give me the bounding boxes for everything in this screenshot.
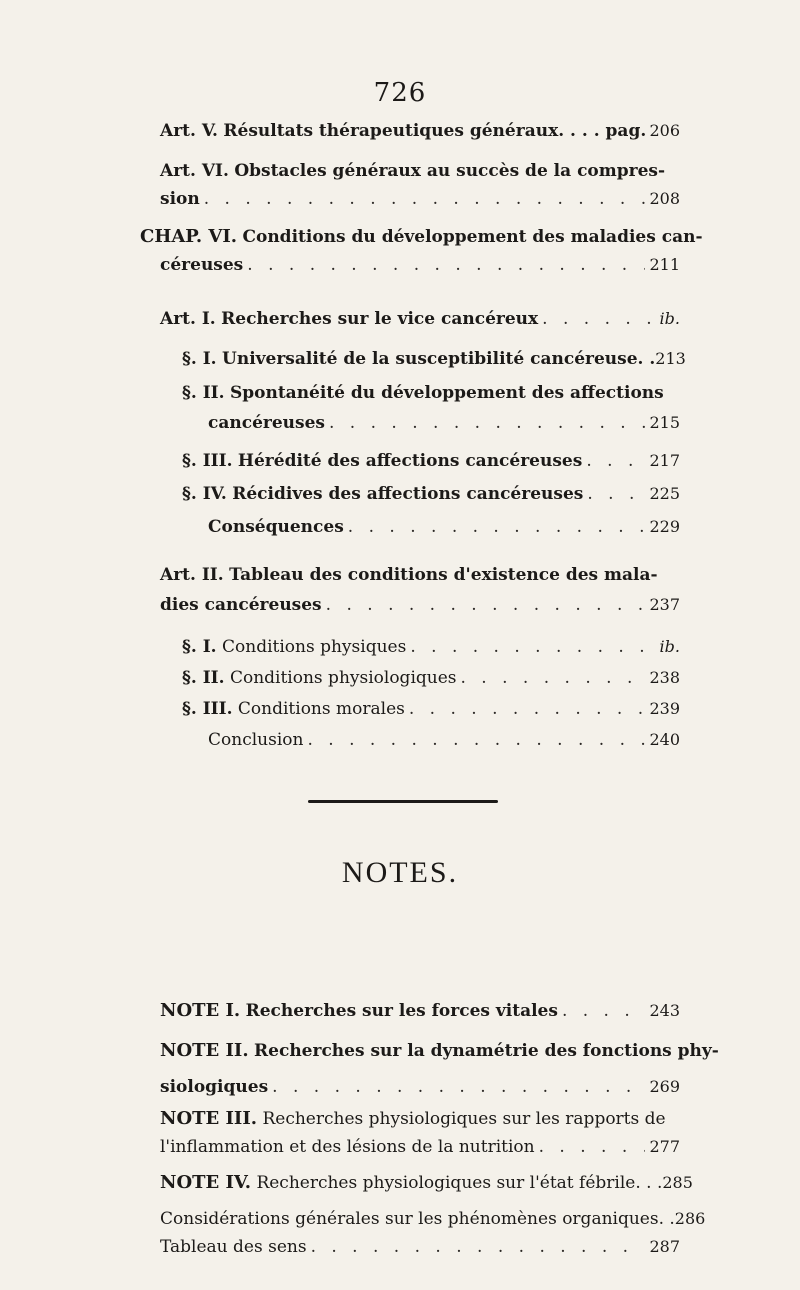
dot-leader <box>409 698 646 720</box>
toc-entry <box>160 516 680 538</box>
note-title-cont: l'inflammation et des lésions de la nutrition <box>160 1137 535 1157</box>
toc-entry <box>160 450 680 472</box>
entry-title-cont: cancéreuses <box>208 413 325 433</box>
toc-entry <box>160 483 680 505</box>
entry-label: §. I. <box>182 349 217 369</box>
note-label: NOTE II. <box>160 1040 249 1061</box>
entry-label: Art. I. <box>160 309 216 329</box>
note-title: Considérations générales sur les phénomènes organiques. . <box>160 1209 675 1229</box>
note-page: 277 <box>649 1137 680 1156</box>
entry-title: Conclusion <box>208 730 304 750</box>
dot-leader <box>307 729 645 751</box>
entry-label: CHAP. VI. <box>140 226 238 247</box>
dot-leader <box>539 1136 646 1158</box>
entry-page: 213 <box>655 349 686 368</box>
note-page: 287 <box>649 1237 680 1256</box>
entry-title: Tableau des conditions d'existence des mala- <box>229 565 658 585</box>
toc-entry <box>160 308 680 330</box>
entry-title: Conditions physiques <box>222 637 407 657</box>
note-title-cont: siologiques <box>160 1077 269 1097</box>
toc-entry <box>160 729 680 751</box>
entry-label: §. II. <box>182 383 225 403</box>
dot-leader <box>329 412 645 434</box>
entry-page: 238 <box>649 668 680 687</box>
toc-entry <box>160 564 680 616</box>
entry-title: Universalité de la susceptibilité cancéreuse. . <box>222 349 656 369</box>
entry-title: Conséquences <box>208 517 344 537</box>
note-title: Recherches sur les forces vitales <box>245 1001 558 1021</box>
entry-page: 208 <box>649 189 680 208</box>
entry-label: §. I. <box>182 637 217 657</box>
note-entry <box>160 1208 706 1230</box>
entry-page: 237 <box>649 595 680 614</box>
entry-page: 229 <box>649 517 680 536</box>
entry-title-cont: céreuses <box>160 255 244 275</box>
page-number: 726 <box>373 78 427 108</box>
entry-label: Art. VI. <box>160 161 229 181</box>
entry-title: Obstacles généraux au succès de la compres- <box>234 161 666 181</box>
entry-title: Résultats thérapeutiques généraux. . . . pag. <box>223 121 647 141</box>
note-page: 269 <box>649 1077 680 1096</box>
toc-entry <box>160 698 680 720</box>
entry-title-cont: sion <box>160 189 200 209</box>
dot-leader <box>272 1076 645 1098</box>
entry-page: 240 <box>649 730 680 749</box>
note-label: NOTE IV. <box>160 1172 252 1193</box>
entry-title: Hérédité des affections cancéreuses <box>237 451 583 471</box>
note-page: 243 <box>649 1001 680 1020</box>
notes-heading: NOTES. <box>341 856 459 889</box>
dot-leader <box>204 188 646 210</box>
entry-page: 206 <box>649 121 680 140</box>
entry-label: §. III. <box>182 451 233 471</box>
note-label: NOTE I. <box>160 1000 241 1021</box>
entry-label: Art. II. <box>160 565 224 585</box>
note-entry <box>160 1108 680 1158</box>
dot-leader <box>461 667 646 689</box>
entry-title: Recherches sur le vice cancéreux <box>221 309 539 329</box>
dot-leader <box>587 483 645 505</box>
dot-leader <box>348 516 646 538</box>
dot-leader <box>542 308 652 330</box>
dot-leader <box>410 636 652 658</box>
entry-title: Récidives des affections cancéreuses <box>232 484 584 504</box>
toc-entry <box>160 636 680 658</box>
note-entry <box>160 1236 680 1258</box>
note-entry <box>160 1000 680 1022</box>
dot-leader <box>586 450 645 472</box>
entry-label: §. IV. <box>182 484 227 504</box>
note-title: Recherches physiologiques sur les rapports de <box>262 1109 666 1129</box>
entry-page: 239 <box>649 699 680 718</box>
dot-leader <box>326 594 646 616</box>
entry-title-cont: dies cancéreuses <box>160 595 322 615</box>
entry-label: Art. V. <box>160 121 218 141</box>
note-page: 285 <box>662 1173 693 1192</box>
entry-title: Conditions physiologiques <box>229 668 457 688</box>
entry-title: Conditions morales <box>237 699 405 719</box>
note-title: Recherches sur la dynamétrie des fonctions phy- <box>254 1041 719 1061</box>
toc-entry <box>160 382 680 434</box>
note-page: 286 <box>674 1209 706 1228</box>
dot-leader <box>562 1000 646 1022</box>
note-label: NOTE III. <box>160 1108 258 1129</box>
entry-page: 225 <box>649 484 680 503</box>
dot-leader <box>311 1236 646 1258</box>
toc-entry <box>160 120 680 142</box>
toc-entry <box>160 667 680 689</box>
entry-page: 217 <box>649 451 680 470</box>
entry-page: ib. <box>659 637 680 656</box>
dot-leader <box>247 254 645 276</box>
toc-entry <box>160 160 680 210</box>
note-title: Recherches physiologiques sur l'état fébrile. . . <box>256 1173 663 1193</box>
entry-label: §. II. <box>182 668 225 688</box>
entry-page: 215 <box>649 413 680 432</box>
section-divider <box>308 800 498 803</box>
entry-label: §. III. <box>182 699 233 719</box>
toc-entry <box>140 226 703 276</box>
note-title: Tableau des sens <box>160 1237 307 1257</box>
entry-title: Conditions du développement des maladies can- <box>242 227 703 247</box>
toc-entry <box>160 348 686 370</box>
entry-page: 211 <box>649 255 680 274</box>
note-entry <box>160 1172 693 1194</box>
note-entry <box>160 1040 719 1098</box>
entry-page: ib. <box>659 309 680 328</box>
entry-title: Spontanéité du développement des affections <box>229 383 664 403</box>
